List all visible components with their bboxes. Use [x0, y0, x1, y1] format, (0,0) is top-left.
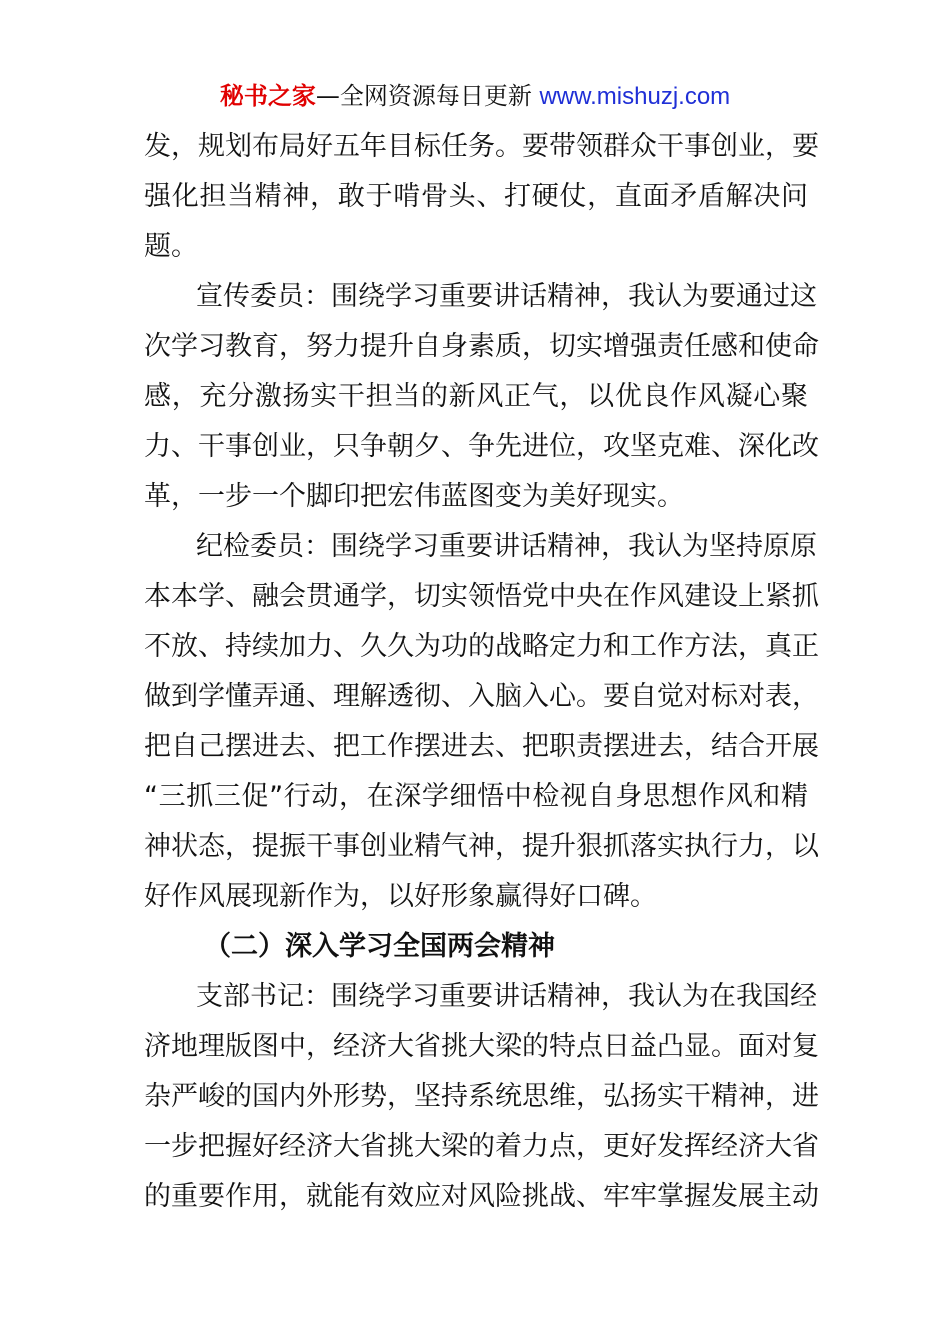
- site-url-link[interactable]: www.mishuzj.com: [539, 83, 731, 110]
- text-line: 做到学懂弄通、理解透彻、入脑入心。要自觉对标对表，: [144, 681, 819, 712]
- text-line: 发，规划布局好五年目标任务。要带领群众干事创业，要: [144, 131, 819, 162]
- brand-name: 秘书之家: [219, 82, 316, 110]
- paragraph-start-propaganda-member: 宣传委员：围绕学习重要讲话精神，我认为要通过这: [196, 281, 817, 312]
- header-tagline: —全网资源每日更新: [315, 82, 540, 110]
- text-line: 的重要作用，就能有效应对风险挑战、牢牢掌握发展主动: [144, 1181, 819, 1212]
- text-line: 不放、持续加力、久久为功的战略定力和工作方法，真正: [144, 631, 819, 662]
- site-header: [0, 80, 950, 113]
- text-line: 神状态，提振干事创业精气神，提升狠抓落实执行力，以: [144, 831, 819, 862]
- section-heading: （二）深入学习全国两会精神: [204, 931, 555, 962]
- text-line: 次学习教育，努力提升自身素质，切实增强责任感和使命: [144, 331, 819, 362]
- text-line: 杂严峻的国内外形势，坚持系统思维，弘扬实干精神，进: [144, 1081, 819, 1112]
- text-line: 济地理版图中，经济大省挑大梁的特点日益凸显。面对复: [144, 1031, 819, 1062]
- text-line: 感，充分激扬实干担当的新风正气，以优良作风凝心聚: [144, 381, 808, 412]
- text-line: 本本学、融会贯通学，切实领悟党中央在作风建设上紧抓: [144, 581, 819, 612]
- text-line: 题。: [144, 231, 198, 262]
- text-line: 革，一步一个脚印把宏伟蓝图变为美好现实。: [144, 481, 684, 512]
- text-line: “三抓三促”行动，在深学细悟中检视自身思想作风和精: [144, 781, 808, 812]
- paragraph-start-branch-secretary: 支部书记：围绕学习重要讲话精神，我认为在我国经: [196, 981, 817, 1012]
- text-line: 强化担当精神，敢于啃骨头、打硬仗，直面矛盾解决问: [144, 181, 808, 212]
- text-line: 一步把握好经济大省挑大梁的着力点，更好发挥经济大省: [144, 1131, 819, 1162]
- document-body: [144, 122, 819, 1222]
- paragraph-start-discipline-member: 纪检委员：围绕学习重要讲话精神，我认为坚持原原: [196, 531, 817, 562]
- text-line: 把自己摆进去、把工作摆进去、把职责摆进去，结合开展: [144, 731, 819, 762]
- text-line: 力、干事创业，只争朝夕、争先进位，攻坚克难、深化改: [144, 431, 819, 462]
- text-line: 好作风展现新作为，以好形象赢得好口碑。: [144, 881, 657, 912]
